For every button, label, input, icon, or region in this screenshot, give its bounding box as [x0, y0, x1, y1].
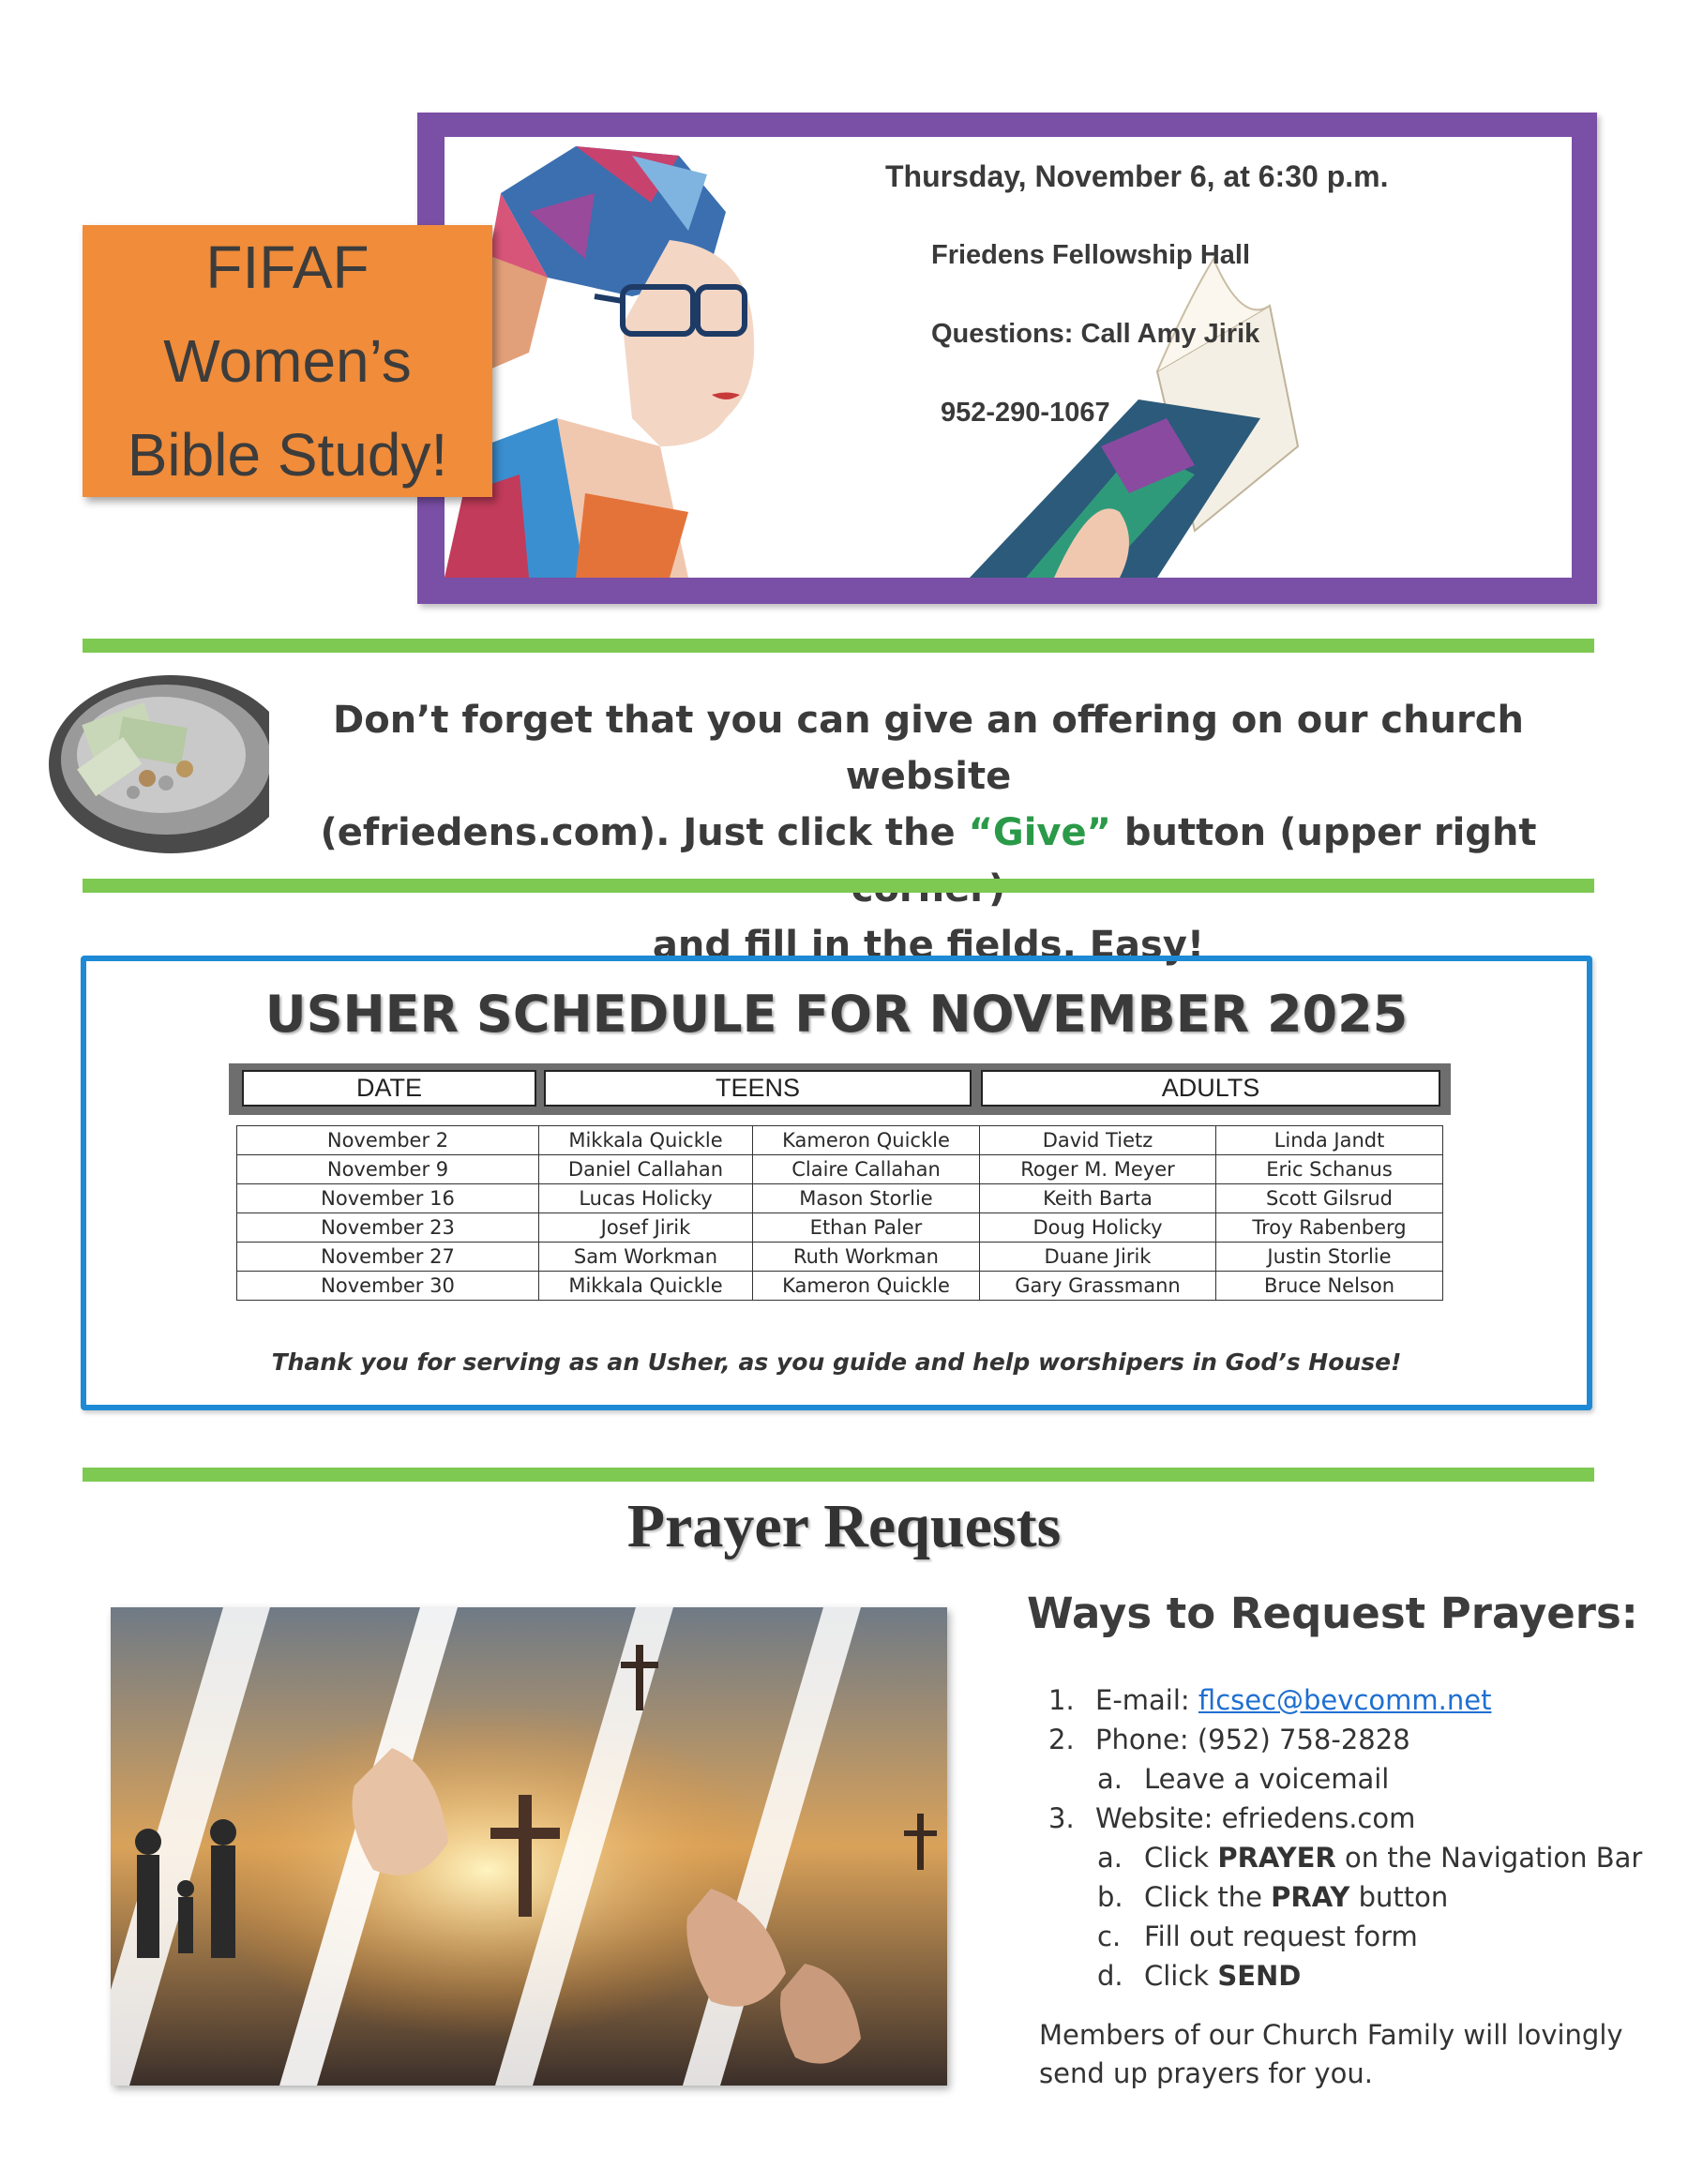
way-label: Website: efriedens.com — [1095, 1802, 1416, 1834]
label-line: FIFAF — [205, 233, 369, 301]
cell-adult2: Troy Rabenberg — [1216, 1213, 1443, 1243]
table-row — [237, 1184, 1443, 1213]
offering-line-3: and fill in the fields. Easy! — [652, 924, 1205, 967]
cell-adult2: Linda Jandt — [1216, 1126, 1443, 1155]
cell-adult1: Duane Jirik — [980, 1243, 1216, 1272]
way-label: E-mail: — [1095, 1684, 1198, 1716]
offering-line-2 — [272, 805, 1585, 917]
step-text: Click the — [1144, 1881, 1272, 1913]
cell-adult2: Bruce Nelson — [1216, 1272, 1443, 1301]
event-phone: 952-290-1067 — [941, 398, 1110, 428]
cell-date: November 27 — [237, 1243, 539, 1272]
way-email — [1048, 1684, 1491, 1716]
cell-teen1: Sam Workman — [539, 1243, 753, 1272]
give-button-reference: “Give” — [968, 811, 1111, 854]
cell-teen1: Josef Jirik — [539, 1213, 753, 1243]
ways-to-request-title: Ways to Request Prayers: — [1027, 1589, 1638, 1638]
members-note: Members of our Church Family will lovingly send up prayers for you. — [1039, 2019, 1623, 2089]
cell-teen2: Kameron Quickle — [753, 1272, 980, 1301]
event-date-time: Thursday, November 6, at 6:30 p.m. — [885, 159, 1389, 193]
step-keyword: PRAY — [1271, 1881, 1350, 1913]
cell-adult1: Doug Holicky — [980, 1213, 1216, 1243]
offering-message — [272, 692, 1585, 973]
way-website-step-b — [1097, 1881, 1448, 1913]
cell-adult2: Scott Gilsrud — [1216, 1184, 1443, 1213]
header-date: DATE — [242, 1070, 536, 1107]
table-row — [237, 1272, 1443, 1301]
step-keyword: SEND — [1217, 1960, 1302, 1992]
way-website-step-c — [1097, 1920, 1418, 1952]
bible-study-label — [83, 225, 492, 497]
table-row — [237, 1243, 1443, 1272]
cell-adult1: Roger M. Meyer — [980, 1155, 1216, 1184]
cell-teen2: Ruth Workman — [753, 1243, 980, 1272]
divider — [83, 639, 1594, 653]
divider — [83, 1468, 1594, 1482]
way-phone-sub — [1097, 1763, 1389, 1795]
cell-date: November 23 — [237, 1213, 539, 1243]
label-line: Bible Study! — [127, 421, 448, 489]
praying-hands-collage-image — [111, 1607, 947, 2086]
cell-teen2: Ethan Paler — [753, 1213, 980, 1243]
cell-date: November 2 — [237, 1126, 539, 1155]
cell-teen2: Mason Storlie — [753, 1184, 980, 1213]
step-text: button — [1349, 1881, 1449, 1913]
cell-teen2: Kameron Quickle — [753, 1126, 980, 1155]
way-website — [1048, 1802, 1415, 1834]
step-text: Click — [1144, 1960, 1218, 1992]
list-marker: a. — [1097, 1842, 1123, 1874]
table-row — [237, 1126, 1443, 1155]
event-location: Friedens Fellowship Hall — [931, 240, 1251, 270]
woman-reading-book-illustration — [445, 137, 1572, 578]
way-label: Fill out request form — [1144, 1920, 1418, 1952]
list-marker: 3. — [1048, 1802, 1075, 1834]
cell-date: November 16 — [237, 1184, 539, 1213]
list-marker: 1. — [1048, 1684, 1075, 1716]
step-text: on the Navigation Bar — [1335, 1842, 1643, 1874]
cell-teen1: Daniel Callahan — [539, 1155, 753, 1184]
table-row — [237, 1213, 1443, 1243]
cell-adult1: Gary Grassmann — [980, 1272, 1216, 1301]
prayer-requests-title: Prayer Requests — [626, 1492, 1062, 1560]
cell-adult2: Eric Schanus — [1216, 1155, 1443, 1184]
usher-schedule-title: USHER SCHEDULE FOR NOVEMBER 2025 — [264, 985, 1409, 1044]
cell-teen2: Claire Callahan — [753, 1155, 980, 1184]
cell-adult1: David Tietz — [980, 1126, 1216, 1155]
offering-line-1: Don’t forget that you can give an offering on our church website — [333, 699, 1524, 798]
table-row — [237, 1155, 1443, 1184]
offering-text-part: button (upper right — [1123, 811, 1537, 854]
way-phone — [1048, 1724, 1410, 1755]
step-keyword: PRAYER — [1217, 1842, 1336, 1874]
list-marker: 2. — [1048, 1724, 1075, 1755]
event-questions: Questions: Call Amy Jirik — [931, 319, 1260, 349]
bible-study-banner — [445, 137, 1572, 578]
offering-plate-icon — [44, 666, 269, 863]
cell-adult1: Keith Barta — [980, 1184, 1216, 1213]
way-label: Phone: (952) 758-2828 — [1095, 1724, 1410, 1755]
list-marker: c. — [1097, 1920, 1122, 1952]
cell-date: November 9 — [237, 1155, 539, 1184]
list-marker: a. — [1097, 1763, 1123, 1795]
way-label: Leave a voicemail — [1144, 1763, 1390, 1795]
list-marker: d. — [1097, 1960, 1123, 1992]
label-line: Women’s — [163, 327, 412, 395]
usher-schedule-table — [236, 1125, 1443, 1301]
email-link[interactable]: flcsec@bevcomm.net — [1198, 1684, 1492, 1716]
divider — [83, 879, 1594, 893]
cell-date: November 30 — [237, 1272, 539, 1301]
offering-text-part: (efriedens.com). Just click the — [320, 811, 969, 854]
cell-teen1: Lucas Holicky — [539, 1184, 753, 1213]
cell-teen1: Mikkala Quickle — [539, 1272, 753, 1301]
list-marker: b. — [1097, 1881, 1123, 1913]
header-adults: ADULTS — [981, 1070, 1440, 1107]
cell-adult2: Justin Storlie — [1216, 1243, 1443, 1272]
way-website-step-d — [1097, 1960, 1301, 1992]
cell-teen1: Mikkala Quickle — [539, 1126, 753, 1155]
usher-thank-you: Thank you for serving as an Usher, as you guide and help worshipers in God’s House! — [271, 1348, 1402, 1376]
way-website-step-a — [1097, 1842, 1642, 1874]
step-text: Click — [1144, 1842, 1218, 1874]
header-teens: TEENS — [544, 1070, 972, 1107]
